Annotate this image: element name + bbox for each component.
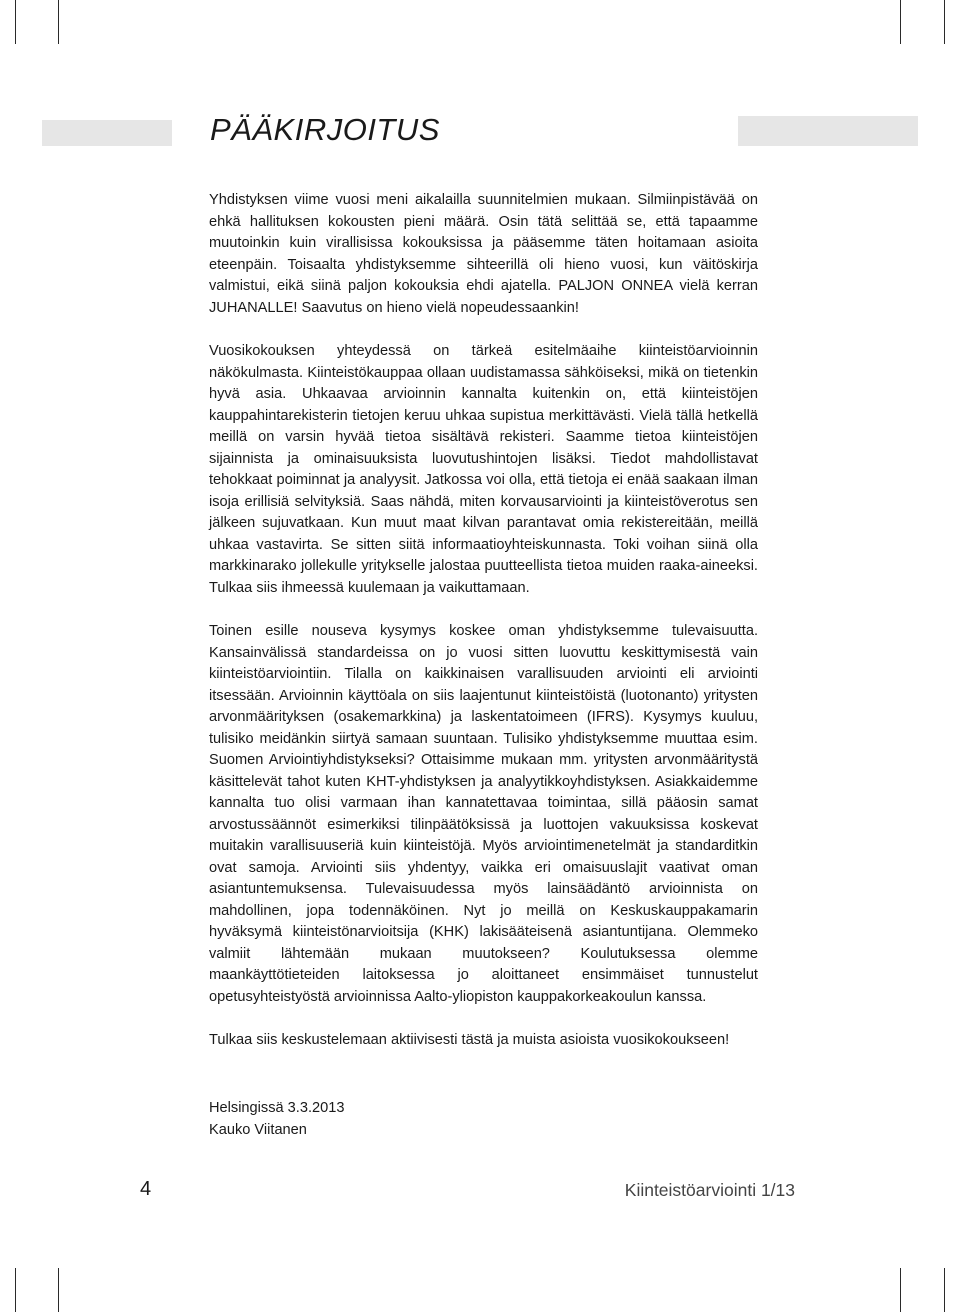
page-number: 4 — [140, 1178, 152, 1200]
crop-mark — [15, 0, 16, 44]
crop-mark — [58, 1268, 59, 1312]
header-bar-right — [738, 116, 918, 146]
crop-mark — [900, 0, 901, 44]
paragraph: Yhdistyksen viime vuosi meni aikalailla suunnitelmien mukaan. Silmiinpistävää on ehkä hallituksen kokousten pieni määrä. Osin tätä selittää se, että tapaamme muutoinkin kuin virallisissa kokouksissa ja pääsemme täten hoitamaan asioita eteenpäin. Toisaalta yhdistyksemme sihteerillä oli hieno vuosi, kun väitöskirja valmistui, eikä siinä paljon kokouksia ehdi ajatella. PALJON ONNEA vielä kerran JUHANALLE! Saavutus on hieno vielä nopeudessaankin! — [209, 192, 758, 316]
crop-mark — [900, 1268, 901, 1312]
paragraph: Vuosikokouksen yhteydessä on tärkeä esitelmäaihe kiinteistöarvioinnin näkökulmasta. Kiinteistökauppaa ollaan uudistamassa sähköiseksi, mikä on tietenkin hyvä asia. Uhkaavaa arvioinnin kannalta kuitenkin on, että kiinteistöjen kauppahintarekisterin tietojen keruu uhkaa supistua merkittävästi. Vielä tällä hetkellä meillä on varsin hyvää tietoa sisältävä rekisteri. Saamme tietoa kiinteistöjen sijainnista ja ominaisuuksista luovutushintojen lisäksi. Tiedot mahdollistavat tehokkaat poiminnat ja analyysit. Jatkossa voi olla, että tietoja ei enää saakaan ilman isoja erillisiä selvityksiä. Saas nähdä, miten korvausarviointi ja kiinteistöverotus sen jälkeen sujuvatkaan. Kun muut maat kilvan parantavat omia rekistereitään, meillä uhkaa vastavirta. Se sitten siitä informaatioyhteiskunnasta. Toki voihan siinä olla markkinarako jollekulle yritykselle jalostaa puutteellista tietoa muiden raaka-aineeksi. Tulkaa siis ihmeessä kuulemaan ja vaikuttamaan. — [209, 343, 758, 596]
crop-mark — [15, 1268, 16, 1312]
crop-mark — [944, 0, 945, 44]
article-body — [209, 190, 758, 1052]
journal-issue: Kiinteistöarviointi 1/13 — [624, 1180, 795, 1200]
signature-author: Kauko Viitanen — [209, 1121, 307, 1138]
signature-block — [209, 1098, 344, 1141]
crop-mark — [58, 0, 59, 44]
signature-place-date: Helsingissä 3.3.2013 — [209, 1100, 345, 1116]
paragraph: Toinen esille nouseva kysymys koskee oman yhdistyksemme tulevaisuutta. Kansainvälissä standardeissa on jo vuosi sitten luovuttu keskittymisestä vain kiinteistöarviointiin. Tilalla on kaikkinaisen varallisuuden arviointi eli arviointi itsessään. Arvioinnin käyttöala on siis laajentunut kiinteistöistä (luotonanto) yritysten arvonmäärityksen (osakemarkkina) ja laskentatoimeen (IFRS). Kysymys kuuluu, tulisiko meidänkin siirtyä samaan suuntaan. Tulisiko yhdistyksemme muuttaa esim. Suomen Arviointiyhdistykseksi? Ottaisimme mukaan mm. yritysten arvonmääritystä käsittelevät tahot kuten KHT-yhdistyksen ja analyytikkoyhdistyksen. Asiakkaidemme kannalta tuo olisi varmaan ihan kannatettavaa toimintaa, sillä pääosin samat arvostussäännöt esimerkiksi tilinpäätöksissä ja luottojen vakuuksissa koskevat muitakin varallisuuseriä kuin kiinteistöjä. Myös arviointimenetelmät ja standarditkin ovat samoja. Arviointi siis yhdentyy, vaikka eri omaisuuslajit vaativat oman asiantuntemuksensa. Tulevaisuudessa myös lainsäädäntö arvioinnista on mahdollinen, jopa todennäköinen. Nyt jo meillä on Keskuskauppakamarin hyväksymä kiinteistönarvioitsija (KHK) lakisääteisenä asiantuntijana. Olemmeko valmiit lähtemään mukaan muutokseen? Koulutuksessa olemme maankäyttötieteiden laitoksessa jo aloittaneet ensimmäiset tunnustelut opetusyhteistyöstä arvioinnissa Aalto-yliopiston kauppakorkeakoulun kanssa. — [209, 623, 758, 1005]
paragraph: Tulkaa siis keskustelemaan aktiivisesti tästä ja muista asioista vuosikokoukseen! — [209, 1032, 730, 1048]
page-title: PÄÄKIRJOITUS — [210, 112, 440, 147]
header-bar-left — [42, 120, 172, 146]
crop-mark — [944, 1268, 945, 1312]
